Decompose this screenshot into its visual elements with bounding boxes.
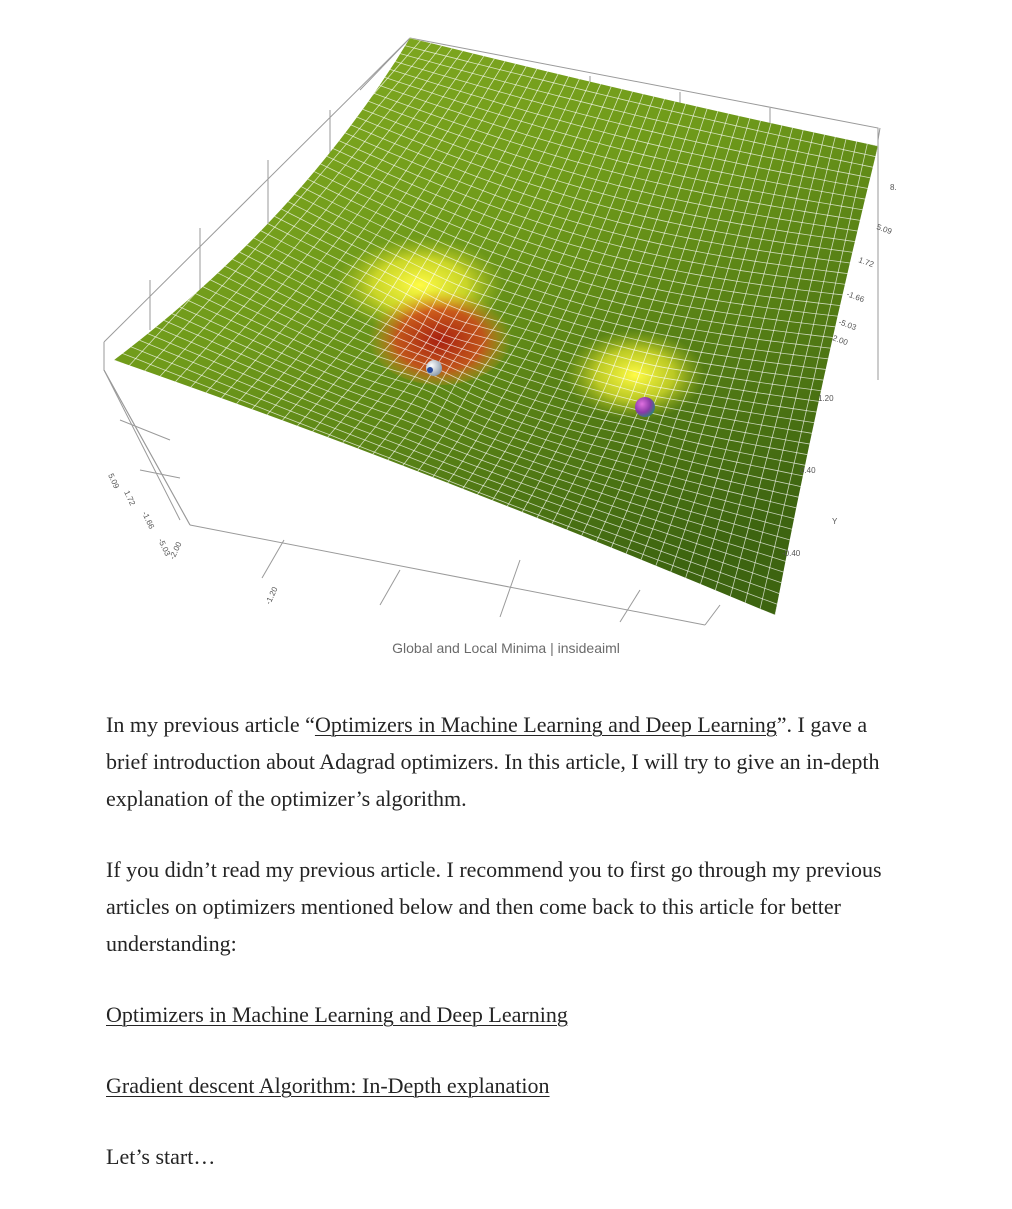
tick-label: -1.20: [263, 585, 280, 606]
intro-paragraph: [106, 706, 896, 817]
tick-label: -0.40: [782, 549, 801, 558]
link-gradient-descent[interactable]: Gradient descent Algorithm: In-Depth explanation: [106, 1073, 550, 1098]
loss-surface: [114, 38, 878, 615]
tick-label: 1.72: [857, 255, 876, 270]
tick-label: -1.66: [845, 289, 866, 305]
tick-label: -5.03: [837, 317, 858, 333]
tick-label: 1.72: [122, 489, 137, 507]
tick-label: 5.09: [106, 472, 121, 490]
tick-label: 2.00: [831, 333, 850, 348]
recommendation-paragraph: If you didn’t read my previous article. I recommend you to first go through my previous articles on optimizers mentioned below and then come back to this article for better understanding:: [106, 857, 882, 956]
tick-label: 5.09: [875, 222, 894, 237]
tick-label: -1.66: [140, 510, 157, 531]
article-body: [106, 706, 896, 1209]
link-paragraph-1: [106, 996, 896, 1033]
figure-caption: Global and Local Minima | insideaiml: [392, 640, 620, 656]
tick-label: -2.00: [167, 540, 184, 561]
local-minimum-ball: [635, 397, 655, 417]
tick-label: -5.03: [156, 537, 173, 558]
intro-text-end: ”. I gave a brief introduction about Adagrad optimizers. In this article, I will try to give an in-depth explanation of the optimizer’s algorithm.: [106, 712, 880, 811]
link-optimizers-inline[interactable]: Optimizers in Machine Learning and Deep Learning: [314, 712, 777, 737]
tick-label: 0.40: [800, 466, 816, 475]
left-axis-ticks: [106, 472, 280, 606]
global-minimum-ball: [426, 360, 442, 376]
link-optimizers-ml-dl[interactable]: Optimizers in Machine Learning and Deep Learning: [106, 1002, 568, 1027]
tick-label: 8.: [890, 183, 897, 192]
tick-label: 1.20: [818, 394, 834, 403]
link-paragraph-2: [106, 1067, 896, 1104]
intro-text-start: In my previous article “: [106, 712, 315, 737]
lets-start-paragraph: Let’s start…: [106, 1144, 216, 1169]
tick-label: Y: [832, 517, 838, 526]
